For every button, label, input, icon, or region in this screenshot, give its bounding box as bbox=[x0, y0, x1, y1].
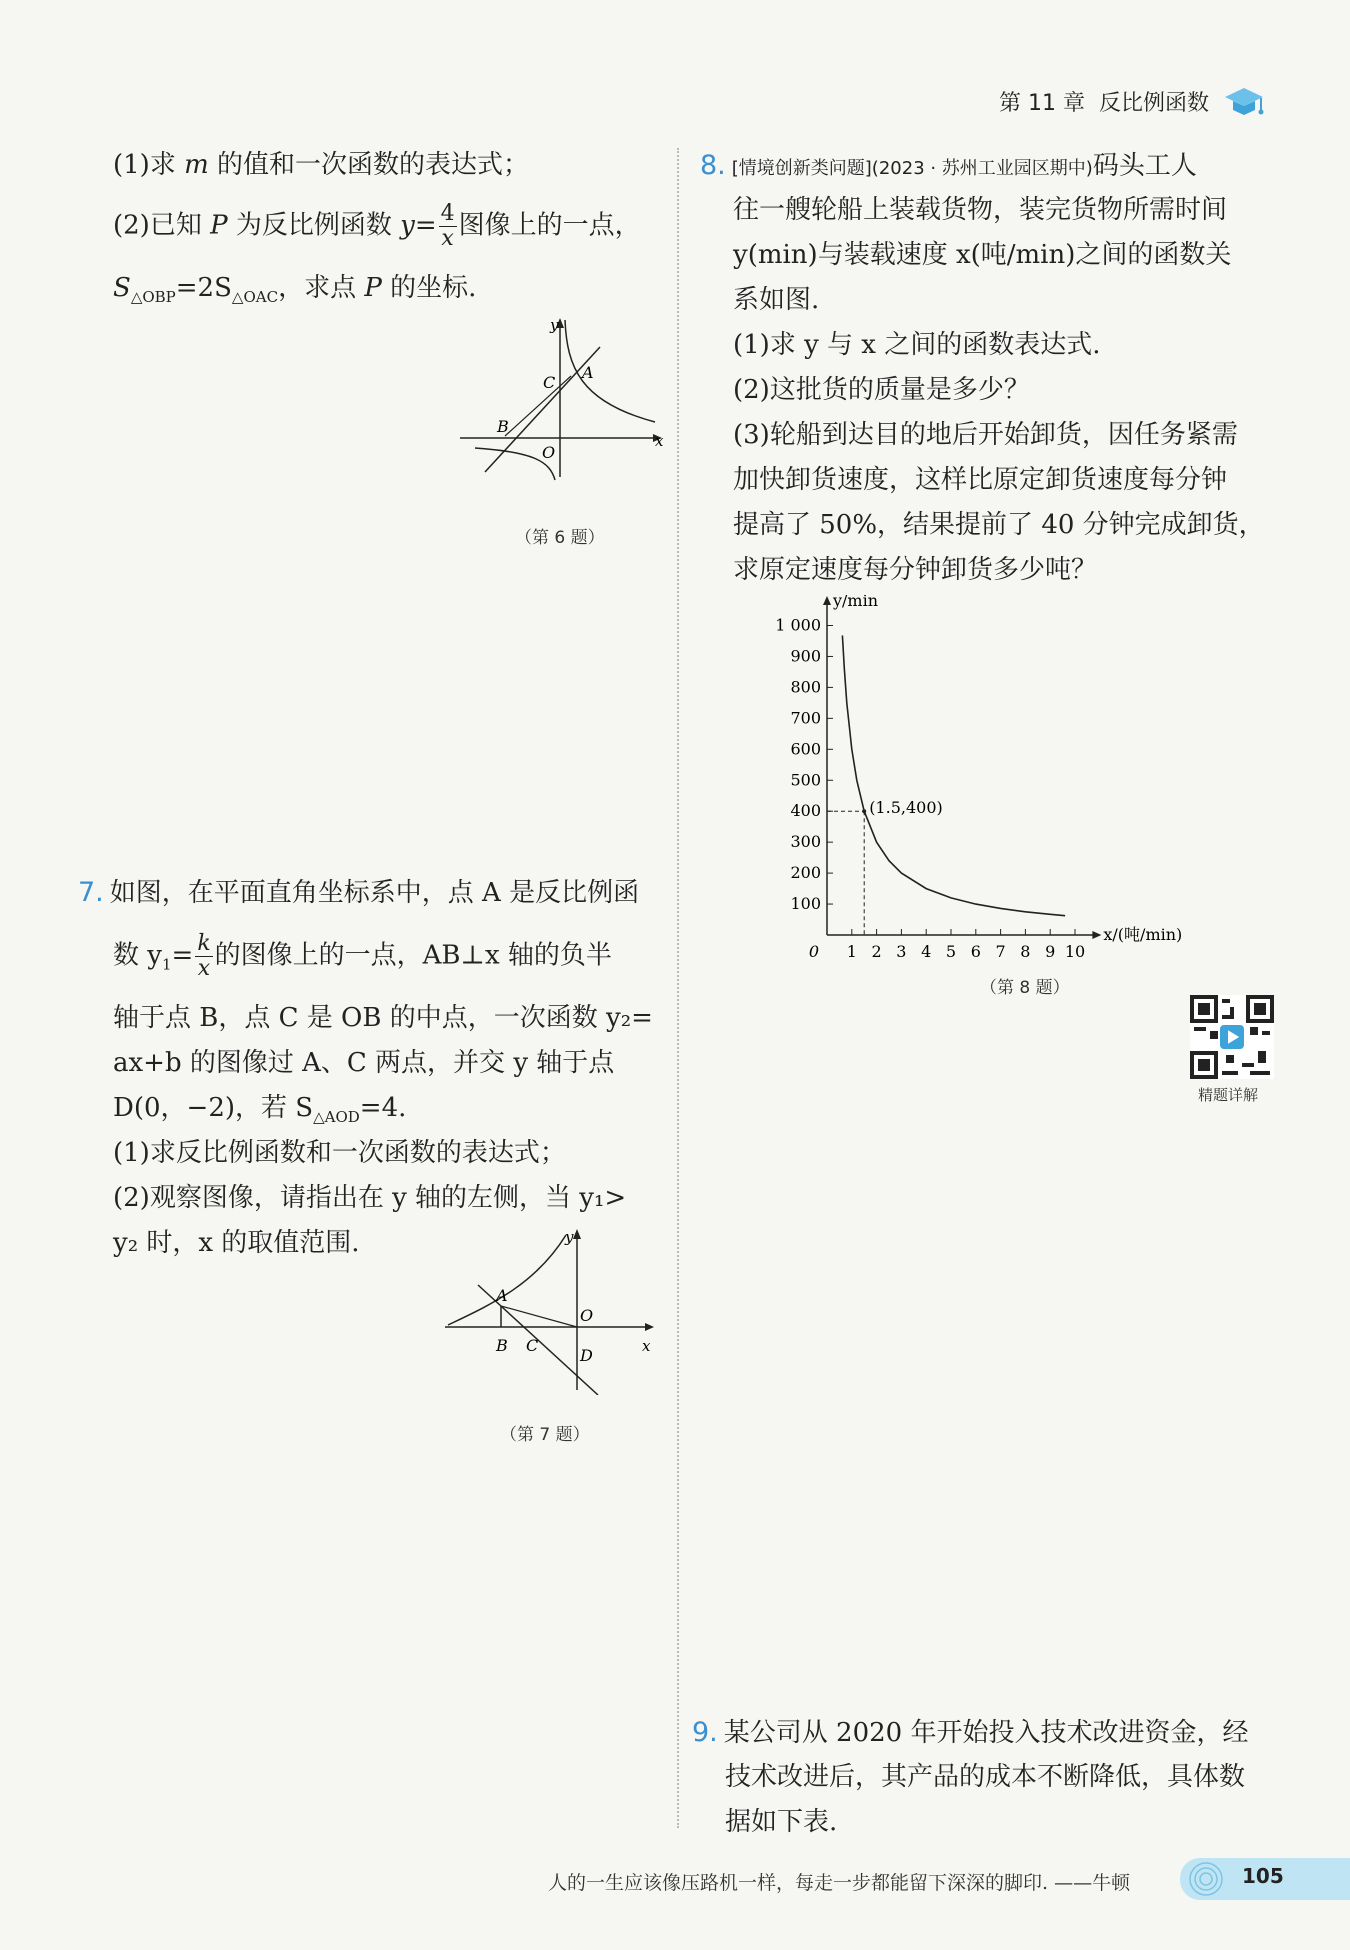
y-tick-label: 900 bbox=[790, 646, 821, 666]
graduation-cap-icon bbox=[1223, 84, 1265, 118]
y-tick-label: 700 bbox=[790, 708, 821, 728]
page-number: 105 bbox=[1242, 1864, 1284, 1888]
fraction-4-over-x: $\frac{4}{x}$ bbox=[440, 201, 455, 251]
q8-number: 8. bbox=[700, 150, 726, 181]
q6-part1: (1)求 m 的值和一次函数的表达式； bbox=[113, 150, 530, 180]
q8-caption: （第 8 题） bbox=[980, 978, 1070, 998]
q8-line1: 8. [情境创新类问题](2023 · 苏州工业园区期中)码头工人 bbox=[700, 150, 1197, 181]
annotation-point bbox=[862, 809, 866, 813]
fraction-k-over-x: $\frac{k}{x}$ bbox=[197, 931, 211, 981]
q7-line3: 轴于点 B，点 C 是 OB 的中点，一次函数 y₂= bbox=[113, 1003, 653, 1033]
annotation-label: (1.5,400) bbox=[869, 798, 943, 818]
q7-fig-label-d: D bbox=[580, 1346, 593, 1365]
x-tick-label: 2 bbox=[871, 942, 882, 961]
q8-chart bbox=[760, 595, 1280, 975]
q8-part1: (1)求 y 与 x 之间的函数表达式. bbox=[733, 330, 1101, 360]
q7-fig-label-b: B bbox=[496, 1336, 508, 1355]
q8-part2: (2)这批货的质量是多少？ bbox=[733, 375, 1030, 405]
q6-fig-label-c: C bbox=[543, 373, 556, 392]
y-tick-label: 1 000 bbox=[775, 615, 821, 635]
series-curve bbox=[842, 635, 1065, 915]
q7-part2: (2)观察图像，请指出在 y 轴的左侧，当 y₁> bbox=[113, 1183, 627, 1213]
q6-figure bbox=[455, 312, 675, 482]
y-tick-label: 300 bbox=[790, 832, 821, 852]
qr-caption: 精题详解 bbox=[1198, 1086, 1259, 1104]
q6-fig-label-y: y bbox=[550, 316, 559, 334]
q7-figure bbox=[440, 1225, 670, 1395]
x-axis-arrow bbox=[1092, 931, 1101, 939]
y-tick-label: 100 bbox=[790, 894, 821, 914]
q7-part1: (1)求反比例函数和一次函数的表达式； bbox=[113, 1138, 566, 1168]
q6-fig-label-b: B bbox=[497, 417, 509, 436]
q8-line3: y(min)与装载速度 x(吨/min)之间的函数关 bbox=[733, 240, 1232, 270]
q9-number: 9. bbox=[692, 1717, 718, 1748]
q7-fig-label-o: O bbox=[580, 1306, 594, 1325]
q7-line4: ax+b 的图像过 A、C 两点，并交 y 轴于点 bbox=[113, 1048, 615, 1078]
q7-number: 7. bbox=[78, 877, 104, 908]
q8-part3-line3: 提高了 50%，结果提前了 40 分钟完成卸货， bbox=[733, 510, 1265, 540]
q6-fig-label-o: O bbox=[542, 443, 556, 462]
qr-code-icon[interactable] bbox=[1190, 995, 1274, 1079]
q8-tag: [情境创新类问题](2023 · 苏州工业园区期中) bbox=[731, 158, 1093, 179]
q9-line1: 9. 某公司从 2020 年开始投入技术改进资金，经 bbox=[692, 1717, 1249, 1748]
x-axis-label: x/(吨/min) bbox=[1103, 925, 1183, 944]
q7-fig-label-y: y bbox=[565, 1228, 574, 1246]
q8-part3-line2: 加快卸货速度，这样比原定卸货速度每分钟 bbox=[733, 465, 1228, 495]
y-axis-label: y/min bbox=[833, 595, 879, 611]
q8-part3-line4: 求原定速度每分钟卸货多少吨？ bbox=[733, 555, 1098, 585]
y-tick-label: 800 bbox=[790, 677, 821, 697]
chapter-number: 第 11 章 bbox=[999, 90, 1085, 116]
q7-part2-cont: y₂ 时，x 的取值范围. bbox=[113, 1228, 360, 1258]
q7-line5: D(0，−2)，若 $S_{\triangle AOD}=4$. bbox=[113, 1093, 407, 1127]
x-tick-label: 4 bbox=[921, 942, 932, 961]
spiral-icon bbox=[1186, 1860, 1230, 1898]
q7-fig-label-c: C bbox=[526, 1336, 539, 1355]
footer-quote: 人的一生应该像压路机一样，每走一步都能留下深深的脚印. ——牛顿 bbox=[548, 1872, 1131, 1894]
q8-line2: 往一艘轮船上装载货物，装完货物所需时间 bbox=[733, 195, 1228, 225]
y-tick-label: 600 bbox=[790, 739, 821, 759]
x-tick-label: 3 bbox=[896, 942, 907, 961]
q6-part2: (2)已知 P 为反比例函数 y= $\frac{4}{x}$ 图像上的一点， bbox=[113, 201, 641, 251]
q7-fig-label-a: A bbox=[496, 1286, 508, 1305]
q6-fig-label-a: A bbox=[582, 363, 594, 382]
column-divider bbox=[677, 148, 679, 1828]
q9-line2: 技术改进后，其产品的成本不断降低，具体数 bbox=[725, 1762, 1246, 1792]
q7-line2: 数 $y_1=$ $\frac{k}{x}$ 的图像上的一点，AB⊥x 轴的负半 bbox=[113, 931, 612, 981]
q7-caption: （第 7 题） bbox=[500, 1425, 590, 1445]
y-axis-arrow bbox=[823, 596, 831, 605]
q8-part3: (3)轮船到达目的地后开始卸货，因任务紧需 bbox=[733, 420, 1238, 450]
q6-caption: （第 6 题） bbox=[515, 528, 605, 548]
q8-line4: 系如图. bbox=[733, 285, 820, 315]
page-number-tab bbox=[1180, 1858, 1350, 1900]
q7-line1: 7. 如图，在平面直角坐标系中，点 A 是反比例函 bbox=[78, 877, 640, 908]
q7-fig-label-x: x bbox=[642, 1337, 651, 1355]
x-tick-label: 7 bbox=[995, 942, 1006, 961]
x-tick-label: 10 bbox=[1064, 942, 1086, 961]
x-tick-label: 9 bbox=[1045, 942, 1056, 961]
x-tick-label: 5 bbox=[945, 942, 957, 961]
chapter-title: 反比例函数 bbox=[1098, 90, 1209, 116]
y-tick-label: 400 bbox=[790, 801, 821, 821]
chapter-header bbox=[999, 84, 1265, 118]
x-tick-label: 8 bbox=[1020, 942, 1031, 961]
q6-part2-line3: $S_{\triangle OBP}=2S_{\triangle OAC}$，求点 P 的坐标. bbox=[113, 273, 477, 307]
x-tick-label: 1 bbox=[846, 942, 857, 961]
y-tick-label: 500 bbox=[790, 770, 821, 790]
q9-line3: 据如下表. bbox=[725, 1807, 838, 1837]
y-tick-label: 200 bbox=[790, 863, 821, 883]
q6-fig-label-x: x bbox=[655, 432, 664, 450]
origin-label: 0 bbox=[808, 942, 819, 961]
x-tick-label: 6 bbox=[970, 942, 981, 961]
